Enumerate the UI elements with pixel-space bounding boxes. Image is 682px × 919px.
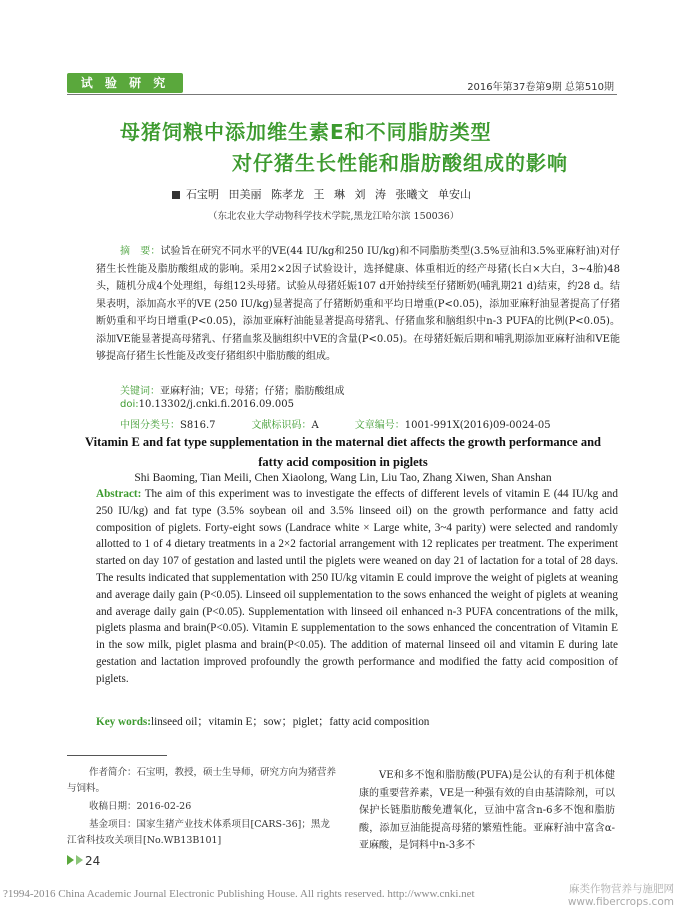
abstract-cn [96,243,620,366]
doi-label: doi: [120,399,139,410]
page-number-text: 24 [85,854,101,868]
page-number [67,854,100,868]
footnote-author: 作者简介：石宝明，教授，硕士生导师，研究方向为猪营养与饲料。 [67,767,337,794]
affiliation-cn: （东北农业大学动物科学技术学院,黑龙江哈尔滨 150036） [208,211,460,222]
title-en-line2: fatty acid composition in piglets [258,455,428,469]
title-cn-line2: 对仔猪生长性能和脂肪酸组成的影响 [232,151,568,175]
triangle-icon [67,855,74,865]
abstract-cn-label: 摘 要： [120,246,161,257]
keywords-cn-text: 亚麻籽油；VE；母猪；仔猪；脂肪酸组成 [160,386,345,397]
keywords-en-label: Key words: [96,716,151,728]
watermark-line1: 麻类作物营养与施肥网 [569,883,674,895]
abstract-en-label: Abstract: [96,488,142,500]
issue-info: 2016年第37卷第9期 总第510期 [467,82,614,93]
clc-value: S816.7 [180,420,216,431]
keywords-en-text: linseed oil；vitamin E；sow；piglet；fatty acid composition [151,716,430,728]
keywords-cn [120,382,345,397]
section-label: 试 验 研 究 [80,76,170,90]
article-id-value: 1001-991X(2016)09-0024-05 [404,420,551,431]
title-en [70,432,616,472]
article-id-label: 文章编号： [354,420,405,431]
abstract-cn-text: 试验旨在研究不同水平的VE(44 IU/kg和250 IU/kg)和不同脂肪类型(3.5%豆油和3.5%亚麻籽油)对仔猪生长性能及脂肪酸组成的影响。采用2×2因子试验设计，选择健康、体重相近的经产母猪(长白×大白，3~4胎)48头，随机分成4个处理组，每组12头母猪。试验从母猪妊娠107 d开始持续至仔猪断奶(哺乳期21 d)结束，约28 d。结果表明，添加高水平的VE (250 IU/kg)显著提高了仔猪断奶重和平均日增重(P<0.05)，添加亚麻籽油显著提高了仔猪断奶重和平均日增重(P<0.05)，添加亚麻籽油能显著提高母猪乳、仔猪血浆和脑组织中n-3 PUFA的比例(P<0.05)。添加VE能显著提高母猪乳、仔猪血浆及脑组织中VE的含量(P<0.05)。在母猪妊娠后期和哺乳期添加亚麻籽油和VE能够提高仔猪生长性能及改变仔猪组织中脂肪酸的组成。 [96,246,621,362]
body-text-cn: VE和多不饱和脂肪酸(PUFA)是公认的有利于机体健康的重要营养素，VE是一种强有效的自由基清除剂，可以保护长链脂肪酸免遭氧化，豆油中富含n-6多不饱和脂肪酸，添加豆油能提高母猪的繁殖性能。亚麻籽油中富含α-亚麻酸，是饲料中n-3多不 [359,770,615,851]
code-value: A [311,420,319,431]
classification-line [120,416,620,431]
code-label: 文献标识码： [251,420,312,431]
triangle-icon [76,855,83,865]
authors-en: Shi Baoming, Tian Meili, Chen Xiaolong, Wang Lin, Liu Tao, Zhang Xiwen, Shan Anshan [134,472,552,484]
authors-cn-text: 石宝明 田美丽 陈孝龙 王 琳 刘 涛 张曦文 单安山 [186,188,471,201]
watermark-line2: www.fibercrops.com [567,896,674,908]
square-bullet-icon [172,191,180,199]
title-en-line1: Vitamin E and fat type supplementation in the maternal diet affects the growth performance and [85,435,601,449]
footnote-fund: 基金项目：国家生猪产业技术体系项目[CARS-36]；黑龙江省科技攻关项目[No.WB13B101] [67,819,330,846]
clc-label: 中图分类号： [120,420,180,431]
doi-value[interactable]: 10.13302/j.cnki.fi.2016.09.005 [138,399,294,410]
doi [120,399,294,410]
abstract-en-text: The aim of this experiment was to investigate the effects of different levels of vitamin E (44 IU/kg and 250 IU/kg) and fat type (3.5% soybean oil and 3.5% linseed oil) on the growth performance and fatty acid composition of piglets. Forty-eight sows (Landrace white × Large white, 3~4 parity) were selected and randomly allotted to 1 of 4 dietary treatments in a 2×2 factorial arrangement with 12 replicates per treatment. The experiment started on day 107 of gestation and lasted until the piglets were weaned on day 21 of lactation for a total of 28 days. The results indicated that supplementation with 250 IU/kg vitamin E could improve the weight of piglets at weaning and average daily gain (P<0.05). Linseed oil supplementation to the sows enhanced the weight of piglets at weaning and average daily gain (P<0.05). Supplementation with linseed oil enhanced n-3 PUFA concentrations of the milk, piglets plasma and brain(P<0.05). Vitamin E supplementation to the sows enhanced the concentration of Vitamin E in the sow milk, piglet plasma and brain(P<0.05). The addition of maternal linseed oil and vitamin E during late gestation and lactation improved profoundly the growth performance and modified the fatty acid composition of piglets. [96,488,618,685]
footnote-received: 收稿日期：2016-02-26 [89,801,192,812]
keywords-en [96,713,429,729]
header-rule [67,94,617,95]
keywords-cn-label: 关键词： [120,386,160,397]
abstract-en [96,486,618,688]
title-cn-line1: 母猪饲粮中添加维生素E和不同脂肪类型 [120,120,492,144]
footnote-rule [67,755,167,756]
authors-cn [172,186,471,202]
copyright-line: ?1994-2016 China Academic Journal Electronic Publishing House. All rights reserved. http://www.cnki.net [3,888,475,900]
watermark [568,883,674,909]
